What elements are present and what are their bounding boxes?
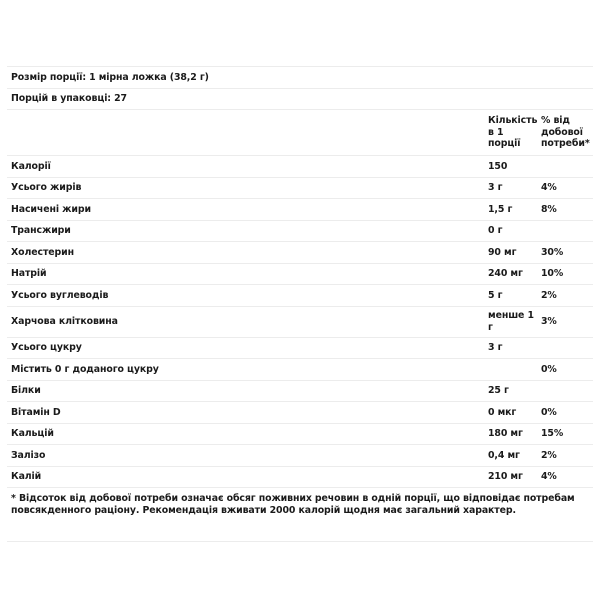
nutrient-amount: 240 мг [488,268,523,279]
nutrient-name: Залізо [11,449,46,461]
nutrient-amount: 3 г [488,342,503,353]
nutrient-daily-value: 2% [541,289,557,301]
daily-value-footnote: * Відсоток від добової потреби означає обсяг поживних речовин в одній порції, що відповідає потребам повсякденного раціону. Рекомендація вживати 2000 калорій щодня має загальний характер. [11,493,575,516]
table-row-vitamin-d [7,402,593,424]
servings-per-container-row [7,89,593,111]
table-row-total-fat [7,178,593,200]
nutrient-amount: 0,4 мг [488,449,520,461]
table-row-dietary-fiber [7,307,593,338]
nutrient-name: Трансжири [11,225,71,236]
nutrient-daily-value: 4% [541,182,557,193]
nutrient-amount: 25 г [488,385,509,396]
nutrient-daily-value: 10% [541,268,564,279]
nutrient-amount: 180 мг [488,428,523,439]
nutrient-name: Харчова клітковина [11,315,118,327]
nutrient-daily-value: 0% [541,406,557,418]
table-row-total-carbohydrates [7,285,593,307]
nutrient-name: Усього жирів [11,182,82,193]
nutrient-daily-value: 8% [541,203,557,215]
table-row-total-sugars [7,338,593,360]
nutrient-name: Кальцій [11,428,54,439]
serving-size-row [7,67,593,89]
nutrient-amount [488,359,538,380]
table-row-protein [7,381,593,403]
nutrient-daily-value [541,338,593,359]
serving-size-text: Розмір порції: 1 мірна ложка (38,2 г) [11,71,209,83]
nutrient-daily-value: 15% [541,428,564,439]
table-header-row [7,110,593,156]
table-row-saturated-fat [7,199,593,221]
nutrient-daily-value: 4% [541,471,557,482]
nutrient-name: Насичені жири [11,203,91,215]
nutrient-name: Вітамін D [11,406,61,418]
nutrient-daily-value [541,381,593,402]
nutrient-daily-value: 30% [541,246,564,258]
table-row-calcium [7,424,593,446]
nutrient-amount: 0 мкг [488,406,517,418]
nutrient-amount: 5 г [488,289,503,301]
nutrient-amount: 210 мг [488,471,523,482]
table-row-cholesterol [7,242,593,264]
nutrient-name: Натрій [11,268,47,279]
nutrient-amount: менше 1 г [488,310,534,333]
table-row-potassium [7,467,593,489]
header-daily-value: % від добової потреби* [541,115,590,149]
nutrient-daily-value [541,156,593,177]
header-amount-per-serving: Кількість в 1 порції [488,115,538,149]
nutrient-amount: 150 [488,160,508,172]
nutrient-name: Містить 0 г доданого цукру [11,363,159,375]
nutrient-amount: 3 г [488,182,503,193]
nutrient-amount: 1,5 г [488,203,513,215]
table-row-iron [7,445,593,467]
nutrient-name: Калій [11,471,42,482]
nutrient-daily-value: 3% [541,315,557,327]
nutrient-daily-value: 2% [541,449,557,461]
nutrient-name: Калорії [11,160,51,172]
table-row-calories [7,156,593,178]
nutrition-facts-table [7,66,593,542]
footnote-row [7,488,593,542]
nutrient-amount: 90 мг [488,246,517,258]
nutrient-name: Усього цукру [11,342,82,353]
nutrient-name: Білки [11,385,41,396]
table-row-trans-fat [7,221,593,243]
nutrient-name: Холестерин [11,246,75,258]
nutrient-daily-value [541,221,593,242]
nutrient-amount: 0 г [488,225,503,236]
servings-per-container-text: Порцій в упаковці: 27 [11,93,127,104]
nutrient-daily-value: 0% [541,363,557,375]
nutrient-name: Усього вуглеводів [11,289,109,301]
table-row-sodium [7,264,593,286]
header-nutrient [11,110,473,155]
table-row-added-sugars [7,359,593,381]
